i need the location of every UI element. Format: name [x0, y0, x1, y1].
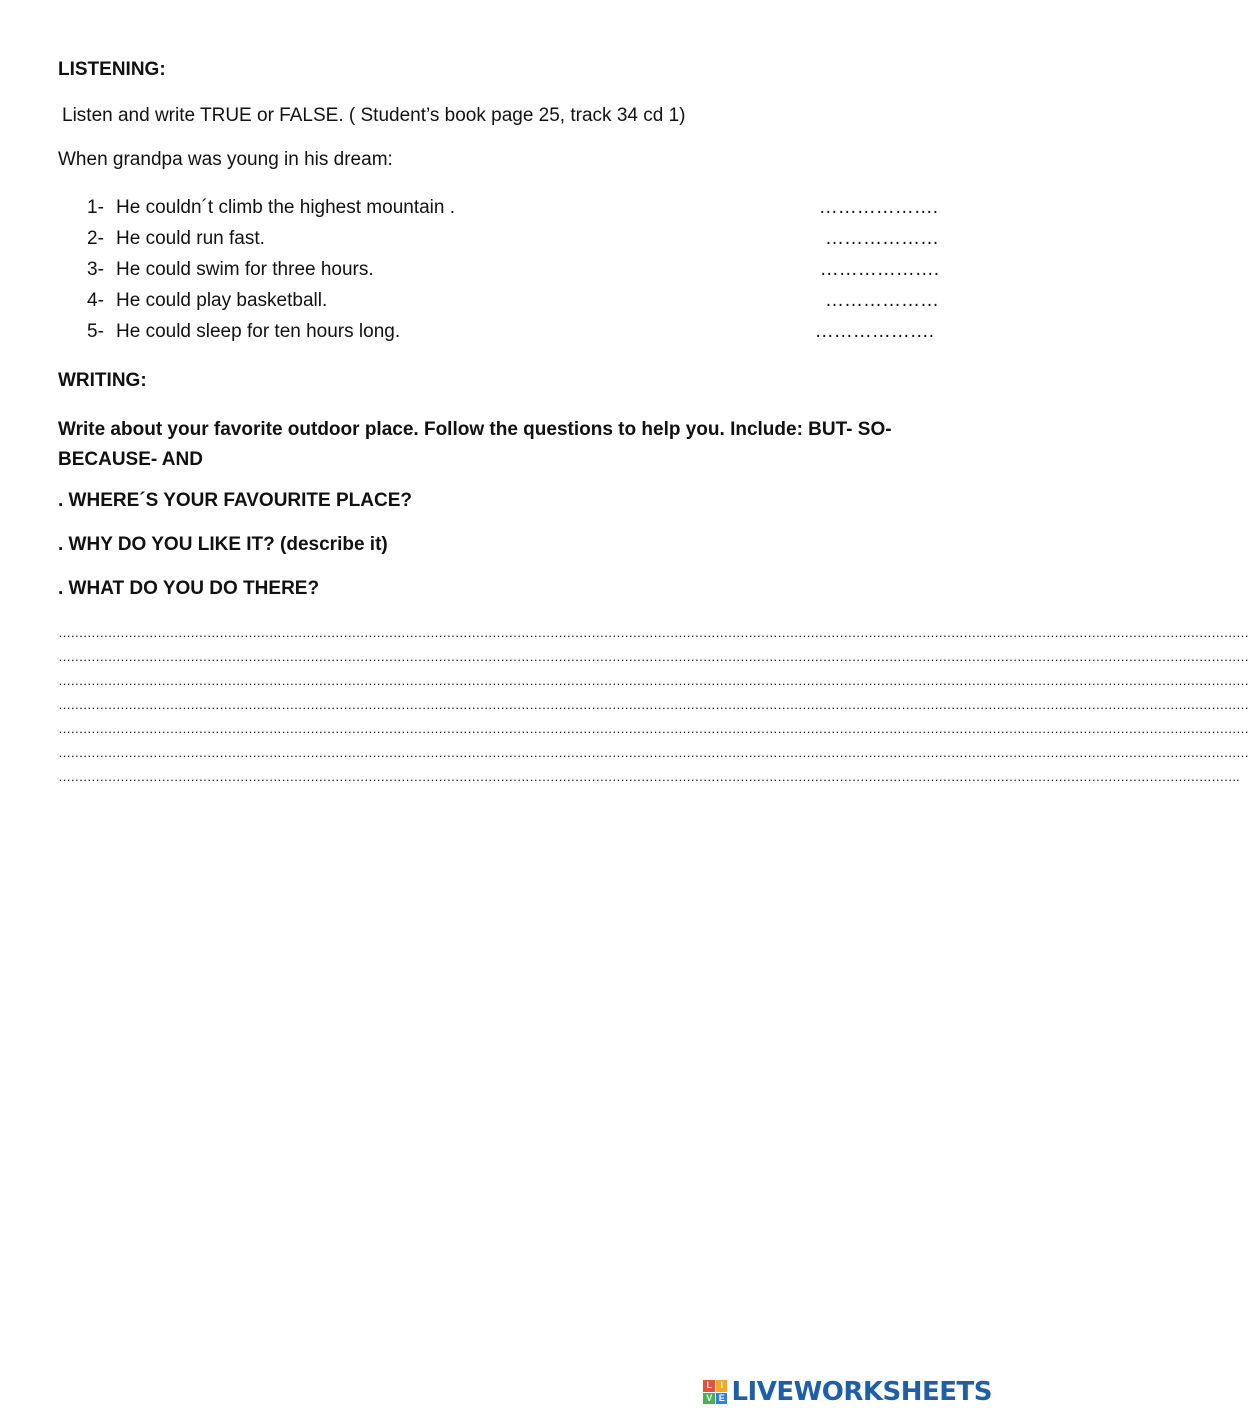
brand-name: LIVEWORKSHEETS	[731, 1377, 992, 1407]
true-false-list	[58, 192, 938, 347]
writing-heading: WRITING:	[58, 370, 147, 391]
list-item	[58, 316, 938, 347]
item-number: 1-	[87, 197, 104, 218]
writing-line[interactable]: ………………………………………………………………………………………………………………………………………………………………………………………………………………………………………………………………	[58, 697, 1248, 712]
writing-question: . WHAT DO YOU DO THERE?	[58, 578, 320, 599]
writing-line[interactable]: ………………………………………………………………………………………………………………………………………………………………………………………………………………………………………………………………	[58, 625, 1248, 640]
writing-line[interactable]: ………………………………………………………………………………………………………………………………………………………………………………………………………………………………………………………………	[58, 673, 1248, 688]
item-statement: He could run fast.	[116, 228, 265, 249]
list-item	[58, 285, 938, 316]
item-statement: He could swim for three hours.	[116, 259, 374, 280]
list-item	[58, 192, 938, 223]
writing-line[interactable]: …………………………………………………………………………………………………………………………………………………………………………………………………………………………………………………………….	[58, 769, 1240, 784]
list-item	[58, 254, 938, 285]
logo-letter-l: L	[703, 1380, 715, 1392]
writing-question: . WHERE´S YOUR FAVOURITE PLACE?	[58, 490, 412, 511]
listening-intro: When grandpa was young in his dream:	[58, 149, 393, 170]
worksheet-page	[58, 58, 1248, 789]
logo-letter-i: I	[716, 1380, 728, 1392]
item-statement: He couldn´t climb the highest mountain .	[116, 197, 456, 218]
item-statement: He could sleep for ten hours long.	[116, 321, 401, 342]
writing-line[interactable]: ………………………………………………………………………………………………………………………………………………………………………………………………………………………………………………………………	[58, 649, 1248, 664]
liveworksheets-logo-icon	[703, 1380, 727, 1404]
item-statement: He could play basketball.	[116, 290, 328, 311]
item-number: 4-	[87, 290, 104, 311]
answer-blank[interactable]: ………………	[825, 290, 939, 311]
liveworksheets-logo	[703, 1377, 992, 1407]
item-number: 3-	[87, 259, 104, 280]
item-number: 2-	[87, 228, 104, 249]
answer-blank[interactable]: ……………….	[818, 197, 938, 218]
list-item	[58, 223, 938, 254]
logo-letter-v: V	[703, 1393, 715, 1405]
logo-letter-e: E	[716, 1393, 728, 1405]
writing-prompt: Write about your favorite outdoor place. Follow the questions to help you. Include: BUT- SO- BECAUSE- AND	[58, 419, 892, 470]
listening-heading: LISTENING:	[58, 59, 166, 80]
writing-area[interactable]	[58, 621, 1248, 789]
listening-instruction: Listen and write TRUE or FALSE. ( Student’s book page 25, track 34 cd 1)	[62, 105, 686, 126]
answer-blank[interactable]: ……………….	[819, 259, 939, 280]
answer-blank[interactable]: ………………	[825, 228, 939, 249]
writing-question: . WHY DO YOU LIKE IT? (describe it)	[58, 534, 388, 555]
answer-blank[interactable]: ……………….	[814, 321, 934, 342]
writing-line[interactable]: ………………………………………………………………………………………………………………………………………………………………………………………………………………………………………………………………	[58, 721, 1248, 736]
writing-line[interactable]: ………………………………………………………………………………………………………………………………………………………………………………………………………………………………………………………………	[58, 745, 1248, 760]
item-number: 5-	[87, 321, 104, 342]
